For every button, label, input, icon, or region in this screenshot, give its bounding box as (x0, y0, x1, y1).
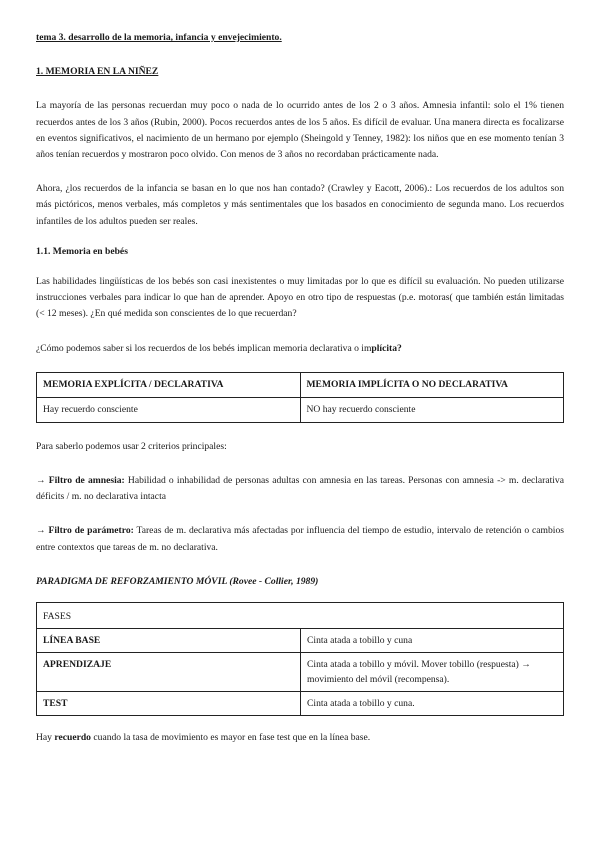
paragraph-habilidades-bebes: Las habilidades lingüísticas de los bebés son casi inexistentes o muy limitadas por lo que es difícil su evaluación. No pueden utilizarse instrucciones verbales para indicar lo que han de aprender. Apoyo en otro tipo de respuestas (p.e. motoras( que también están limitadas (< 12 meses). ¿En qué medida son conscientes de lo que recuerdan? (36, 276, 564, 320)
phase-name: TEST (37, 692, 301, 716)
criterion-parametro (36, 523, 564, 555)
conclusion (36, 730, 564, 746)
question-text: ¿Cómo podemos saber si los recuerdos de los bebés implican memoria declarativa o im (36, 342, 372, 354)
criterion-amnesia-text: Habilidad o inhabilidad de personas adultas con amnesia en las tareas. Personas con amnesia -> m. declarativa déficits / m. no declarativa intacta (36, 475, 564, 503)
phases-table (36, 602, 564, 716)
header-implicit-memory: MEMORIA IMPLÍCITA O NO DECLARATIVA (300, 372, 564, 397)
section-heading-memoria-ninez: 1. MEMORIA EN LA NIÑEZ (36, 66, 159, 78)
phase-description: Cinta atada a tobillo y cuna. (301, 692, 564, 716)
question-bold-text: plícita? (371, 342, 402, 354)
conclusion-prefix: Hay (36, 732, 55, 744)
cell-implicit-value: NO hay recuerdo consciente (300, 397, 564, 422)
phase-description: Cinta atada a tobillo y cuna (301, 629, 564, 653)
criterion-amnesia-label: → Filtro de amnesia: (36, 475, 125, 487)
phases-header-row (37, 603, 564, 629)
criterion-amnesia (36, 473, 564, 505)
table-row (37, 692, 564, 716)
conclusion-bold: recuerdo (54, 732, 91, 744)
phase-name: APRENDIZAJE (37, 653, 301, 692)
criterion-parametro-text: Tareas de m. declarativa más afectadas por influencia del tiempo de estudio, intervalo de retención o cambios entre contextos que tareas de m. no declarativa. (36, 525, 564, 553)
paragraph-amnesia-infantil: La mayoría de las personas recuerdan muy poco o nada de lo ocurrido antes de los 2 o 3 años. Amnesia infantil: solo el 1% tienen recuerdos antes de los 3 años (Rubin, 2000). Pocos recuerdos antes de los 5 años. Es difícil de evaluar. Una manera directa es focalizarse en eventos significativos, el nacimiento de un hermano por ejemplo (Sheingold y Tenney, 1982): los niños que en ese momento tenían 3 años tenían recuerdos y mostraron poco olvido. Con menos de 3 años no recordaban prácticamente nada. (36, 100, 564, 161)
criteria-intro: Para saberlo podemos usar 2 criterios principales: (36, 440, 227, 452)
table-row (37, 397, 564, 422)
criterion-parametro-label: → Filtro de parámetro: (36, 525, 134, 537)
document-title: tema 3. desarrollo de la memoria, infancia y envejecimiento. (36, 32, 282, 43)
paragraph-recuerdos-infancia: Ahora, ¿los recuerdos de la infancia se basan en lo que nos han contado? (Crawley y Eacott, 2006).: Los recuerdos de los adultos son más pictóricos, menos verbales, más completos y más sentimentales que los basados en conocimiento de segunda mano. Los recuerdos infantiles de los adultos pueden ser reales. (36, 183, 564, 227)
table-row (37, 629, 564, 653)
header-explicit-memory: MEMORIA EXPLÍCITA / DECLARATIVA (37, 372, 301, 397)
section-heading-memoria-bebes: 1.1. Memoria en bebés (36, 245, 128, 257)
phases-header: FASES (37, 603, 564, 629)
phase-description: Cinta atada a tobillo y móvil. Mover tobillo (respuesta) → movimiento del móvil (recompensa). (301, 653, 564, 692)
table-row (37, 653, 564, 692)
phase-name: LÍNEA BASE (37, 629, 301, 653)
question-declarativa-implicita (36, 341, 564, 357)
paradigm-heading: PARADIGMA DE REFORZAMIENTO MÓVIL (Rovee - Collier, 1989) (36, 575, 319, 587)
conclusion-suffix: cuando la tasa de movimiento es mayor en fase test que en la línea base. (90, 732, 371, 744)
document-page (36, 30, 564, 746)
table-header-row (37, 372, 564, 397)
memory-types-table (36, 372, 564, 423)
cell-explicit-value: Hay recuerdo consciente (37, 397, 301, 422)
